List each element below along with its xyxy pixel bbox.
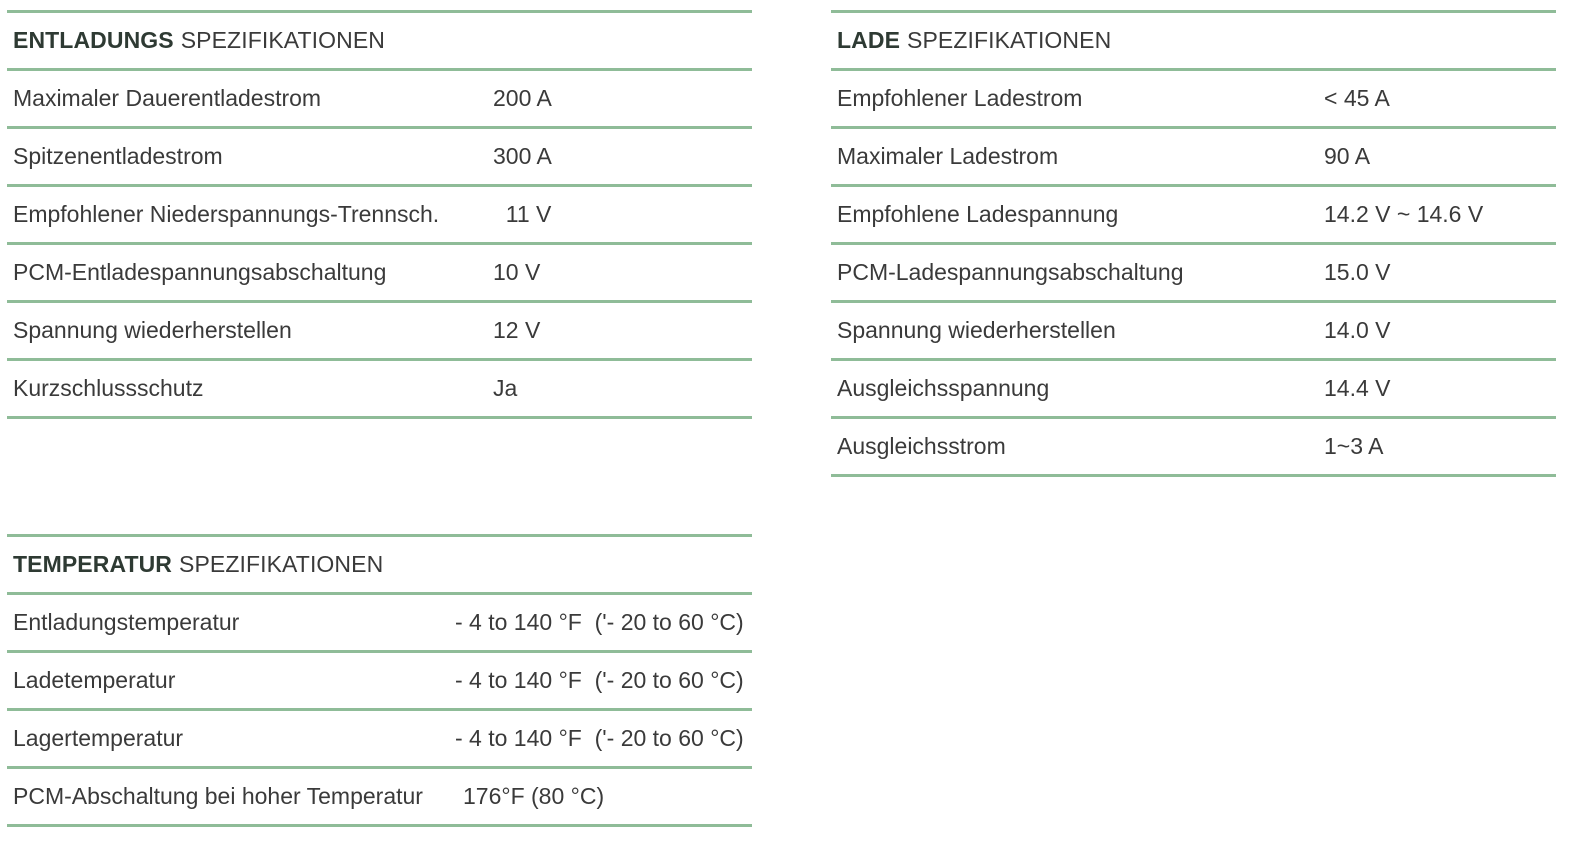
- discharge-spec-table: [7, 10, 752, 419]
- table-row: [7, 129, 752, 184]
- table-row: [7, 245, 752, 300]
- row-label: Ausgleichsstrom: [837, 433, 1006, 459]
- row-label: Ladetemperatur: [13, 667, 176, 693]
- row-label: PCM-Ladespannungsabschaltung: [837, 259, 1184, 285]
- table-row: [831, 187, 1556, 242]
- table-row: [7, 653, 752, 708]
- row-value: 300 A: [493, 143, 552, 169]
- charge-spec-table: [831, 10, 1556, 477]
- row-label: Spitzenentladestrom: [13, 143, 223, 169]
- table-rule: [7, 416, 752, 419]
- row-value: 12 V: [493, 317, 541, 343]
- row-label: PCM-Entladespannungsabschaltung: [13, 259, 387, 285]
- charge-spec-header: [831, 13, 1556, 68]
- table-row: [7, 303, 752, 358]
- row-value: 1~3 A: [1324, 433, 1384, 459]
- row-value: 14.2 V ~ 14.6 V: [1324, 201, 1484, 227]
- temperature-spec-header: [7, 537, 752, 592]
- row-label: Maximaler Ladestrom: [837, 143, 1059, 169]
- row-value: Ja: [493, 375, 518, 401]
- row-label: PCM-Abschaltung bei hoher Temperatur: [13, 783, 423, 809]
- discharge-spec-header: [7, 13, 752, 68]
- table-row: [831, 245, 1556, 300]
- row-value: 10 V: [493, 259, 541, 285]
- row-label: Empfohlener Ladestrom: [837, 85, 1083, 111]
- table-row: [831, 71, 1556, 126]
- row-value: 90 A: [1324, 143, 1371, 169]
- table-row: [7, 187, 752, 242]
- row-label: Ausgleichsspannung: [837, 375, 1050, 401]
- charge-title-bold: LADE: [837, 27, 901, 53]
- row-label: Kurzschlussschutz: [13, 375, 204, 401]
- row-value: 14.0 V: [1324, 317, 1391, 343]
- temperature-spec-table: [7, 534, 752, 827]
- row-value: - 4 to 140 °F ('- 20 to 60 °C): [455, 609, 744, 635]
- row-label: Spannung wiederherstellen: [13, 317, 292, 343]
- table-row: [831, 361, 1556, 416]
- temperature-title-bold: TEMPERATUR: [13, 551, 173, 577]
- row-label: Lagertemperatur: [13, 725, 184, 751]
- row-label: Empfohlene Ladespannung: [837, 201, 1119, 227]
- row-label: Entladungstemperatur: [13, 609, 240, 635]
- table-row: [7, 769, 752, 824]
- row-value: 176°F (80 °C): [463, 783, 605, 809]
- row-value: - 4 to 140 °F ('- 20 to 60 °C): [455, 667, 744, 693]
- temperature-title-rest: SPEZIFIKATIONEN: [179, 551, 384, 577]
- table-row: [7, 595, 752, 650]
- row-value: 14.4 V: [1324, 375, 1391, 401]
- discharge-title-bold: ENTLADUNGS: [13, 27, 174, 53]
- row-value: 15.0 V: [1324, 259, 1391, 285]
- table-row: [831, 129, 1556, 184]
- table-rule: [7, 824, 752, 827]
- row-value: - 4 to 140 °F ('- 20 to 60 °C): [455, 725, 744, 751]
- table-row: [7, 711, 752, 766]
- row-value: 11 V: [493, 201, 552, 227]
- table-row: [7, 361, 752, 416]
- discharge-title-rest: SPEZIFIKATIONEN: [180, 27, 386, 53]
- table-row: [831, 419, 1556, 474]
- table-row: [7, 71, 752, 126]
- row-value: < 45 A: [1324, 85, 1390, 111]
- table-rule: [831, 474, 1556, 477]
- row-label: Maximaler Dauerentladestrom: [13, 85, 322, 111]
- charge-title-rest: SPEZIFIKATIONEN: [907, 27, 1112, 53]
- row-label: Empfohlener Niederspannungs-Trennsch.: [13, 201, 440, 227]
- row-label: Spannung wiederherstellen: [837, 317, 1116, 343]
- row-value: 200 A: [493, 85, 552, 111]
- table-row: [831, 303, 1556, 358]
